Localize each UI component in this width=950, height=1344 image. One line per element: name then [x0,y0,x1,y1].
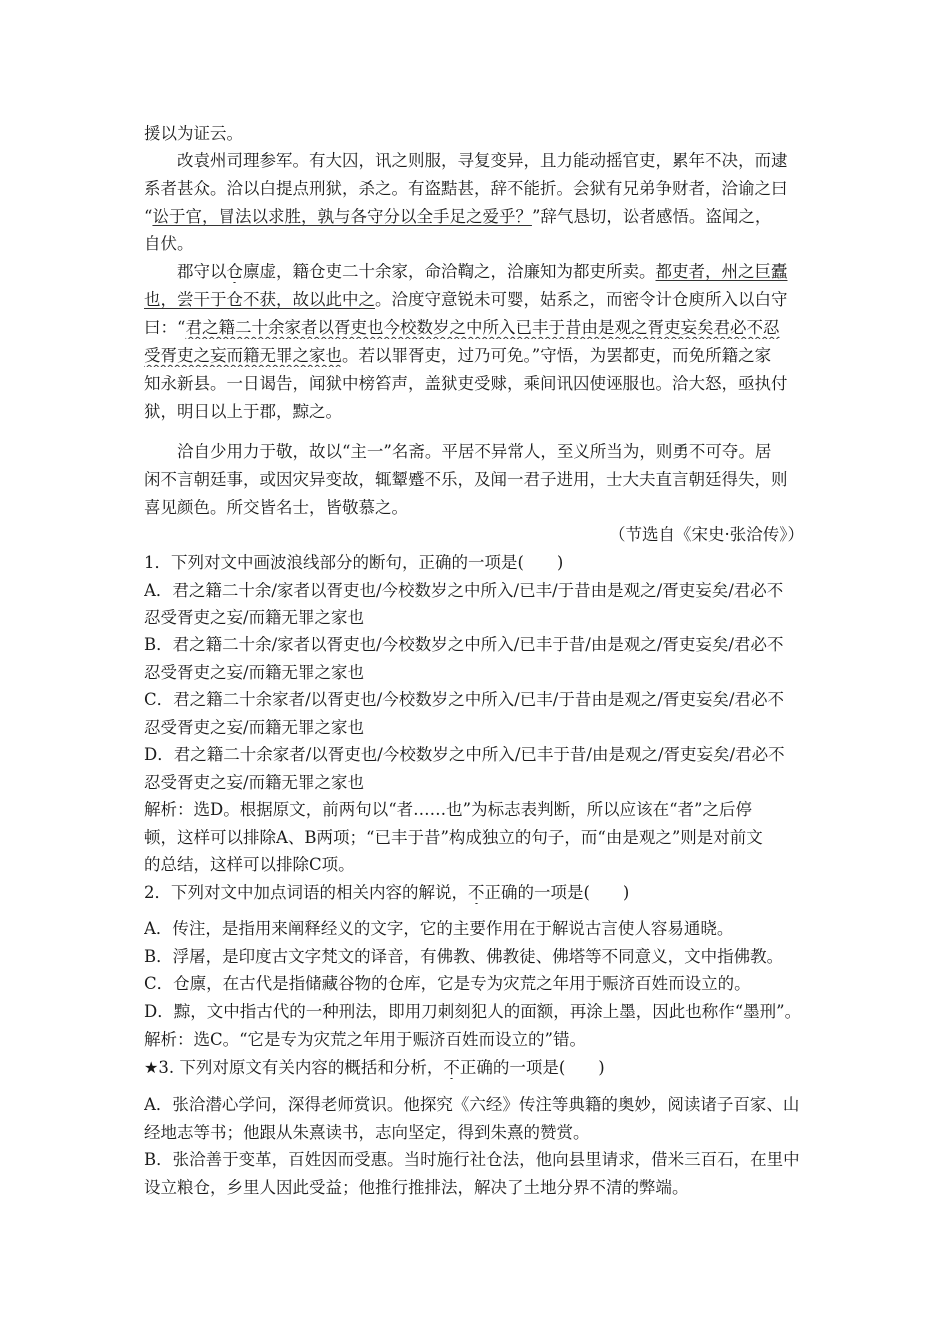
text-span: 闲不言朝廷事，或因灾异变故，辄颦蹙不乐，及闻一君子进用，士大夫直言朝廷得失，则 [144,470,788,489]
option-a-cont [144,1122,809,1144]
text-span: B．浮屠，是印度古文字梵文的译音，有佛教、佛教徒、佛塔等不同意义，文中指佛教。 [144,947,784,966]
text-span: 正确的一项是( ) [459,1058,605,1077]
text-line [144,289,809,311]
underlined-sentence: 讼于官，冒法以求胜，孰与各守分以全手足之爱乎？ [152,207,532,226]
text-span: C．君之籍二十余家者/以胥吏也/今校数岁之中所入/已丰/于昔由是观之/胥吏妄矣/君必不 [144,690,784,709]
dotted-word: 不 [468,883,485,902]
text-span: 狱，明日以上于郡，黥之。 [144,402,342,421]
text-span: 设立粮仓，乡里人因此受益；他推行推排法，解决了土地分界不清的弊端。 [144,1178,689,1197]
text-span: 3. 下列对原文有关内容的概括和分析， [158,1058,444,1077]
text-span: 自伏。 [144,234,194,253]
option-c [144,973,809,995]
option-c [144,689,809,711]
text-line [144,373,809,395]
text-line [144,317,809,339]
text-span: 。若以罪胥吏，过乃可免。”守悟，为罢都吏，而免所籍之家 [342,346,772,365]
text-line [144,178,809,200]
text-span: A．张洽潜心学问，深得老师赏识。他探究《六经》传注等典籍的奥妙，阅读诸子百家、山 [144,1095,800,1114]
option-d [144,1001,824,1023]
text-span: 喜见颜色。所交皆名士，皆敬慕之。 [144,498,408,517]
text-span: A．传注，是指用来阐释经义的文字，它的主要作用在于解说古言使人容易通晓。 [144,919,734,938]
text-span: 解析：选C。“它是专为灾荒之年用于赈济百姓而设立的”错。 [144,1030,586,1049]
text-span: 1．下列对文中画波浪线部分的断句，正确的一项是( ) [144,553,564,572]
text-span: 。洽度守意锐未可婴，姑系之，而密令计仓庾所入以白守 [375,290,788,309]
text-span: 顿，这样可以排除A、B两项；“已丰于昔”构成独立的句子，而“由是观之”则是对前文 [144,828,763,847]
option-d-cont [144,772,809,794]
text-span: 忍受胥吏之妄/而籍无罪之家也 [144,718,365,737]
answer-analysis-cont [144,854,809,876]
text-span: ”辞气恳切，讼者感悟。盗闻之， [531,207,772,226]
dotted-word: 仓 [226,262,243,281]
text-span: 洽自少用力于敬，故以“主一”名斋。平居不异常人，至义所当为，则勇不可夺。居 [177,442,772,461]
text-span: 曰：“ [144,318,186,337]
text-span: 经地志等书；他跟从朱熹读书，志向坚定，得到朱熹的赞赏。 [144,1123,590,1142]
text-span: 改袁州司理参军。有大囚，讯之则服，寻复变异，且力能动摇官吏，累年不决，而逮 [177,151,788,170]
text-span: 系者甚众。洽以白提点刑狱，杀之。有盗黠甚，辞不能折。会狱有兄弟争财者，洽谕之曰 [144,179,788,198]
text-span: A．君之籍二十余/家者以胥吏也/今校数岁之中所入/已丰/于昔由是观之/胥吏妄矣/君必不 [144,581,784,600]
text-span: 正确的一项是( ) [484,883,630,902]
source-citation [144,524,804,546]
option-c-cont [144,717,809,739]
question-stem [144,882,809,904]
option-b-cont [144,662,809,684]
wavy-underlined-passage: 受胥吏之妄而籍无罪之家也 [144,346,342,365]
question-stem [144,1057,809,1079]
text-span: 郡守以 [177,262,227,281]
option-b [144,946,809,968]
text-line [144,401,809,423]
paragraph-start [177,150,809,172]
option-b-cont [144,1177,809,1199]
text-span: 的总结，这样可以排除C项。 [144,855,355,874]
underlined-sentence: 都吏者，州之巨蠹 [655,262,788,281]
underlined-sentence: 也，尝干于仓不获，故以此中之 [144,290,375,309]
text-line [144,123,809,145]
text-span: D．君之籍二十余家者/以胥吏也/今校数岁之中所入/已丰于昔/由是观之/胥吏妄矣/君必不 [144,745,785,764]
option-a [144,580,809,602]
text-span: 忍受胥吏之妄/而籍无罪之家也 [144,773,365,792]
question-stem [144,552,809,574]
star-icon: ★ [144,1058,159,1077]
option-a-cont [144,607,809,629]
text-line [144,233,809,255]
text-line [144,345,809,367]
text-span: 廪虚，籍仓吏二十余家，命洽鞫之，洽廉知为都吏所卖。 [243,262,656,281]
option-a [144,1094,809,1116]
paragraph-start [177,261,809,283]
dotted-word: 不 [443,1058,460,1077]
paragraph-start [177,441,809,463]
text-span: 援以为证云。 [144,124,243,143]
text-span: 忍受胥吏之妄/而籍无罪之家也 [144,663,365,682]
text-span: C．仓廪，在古代是指储藏谷物的仓库，它是专为灾荒之年用于赈济百姓而设立的。 [144,974,751,993]
text-span: B．君之籍二十余/家者以胥吏也/今校数岁之中所入/已丰于昔/由是观之/胥吏妄矣/君必不 [144,635,784,654]
answer-analysis-cont [144,827,809,849]
text-span: “ [144,207,153,226]
option-b [144,634,809,656]
option-b [144,1149,809,1171]
text-line [144,206,809,228]
answer-analysis [144,1029,809,1051]
text-line [144,497,809,519]
text-span: （节选自《宋史·张洽传》） [609,525,804,544]
option-d [144,744,809,766]
option-a [144,918,809,940]
text-span: 解析：选D。根据原文，前两句以“者……也”为标志表判断，所以应该在“者”之后停 [144,800,752,819]
answer-analysis [144,799,809,821]
text-line [144,469,809,491]
text-span: B．张洽善于变革，百姓因而受惠。当时施行社仓法，他向县里请求，借米三百石，在里中 [144,1150,800,1169]
text-span: 2．下列对文中加点词语的相关内容的解说， [144,883,468,902]
text-span: D．黥，文中指古代的一种刑法，即用刀刺刻犯人的面额，再涂上墨，因此也称作“墨刑”。 [144,1002,802,1021]
text-span: 知永新县。一日谒告，闻狱中榜笞声，盖狱吏受赇，乘间讯囚使诬服也。洽大怒，亟执付 [144,374,788,393]
wavy-underlined-passage: 君之籍二十余家者以胥吏也今校数岁之中所入已丰于昔由是观之胥吏妄矣君必不忍 [185,318,780,337]
text-span: 忍受胥吏之妄/而籍无罪之家也 [144,608,365,627]
